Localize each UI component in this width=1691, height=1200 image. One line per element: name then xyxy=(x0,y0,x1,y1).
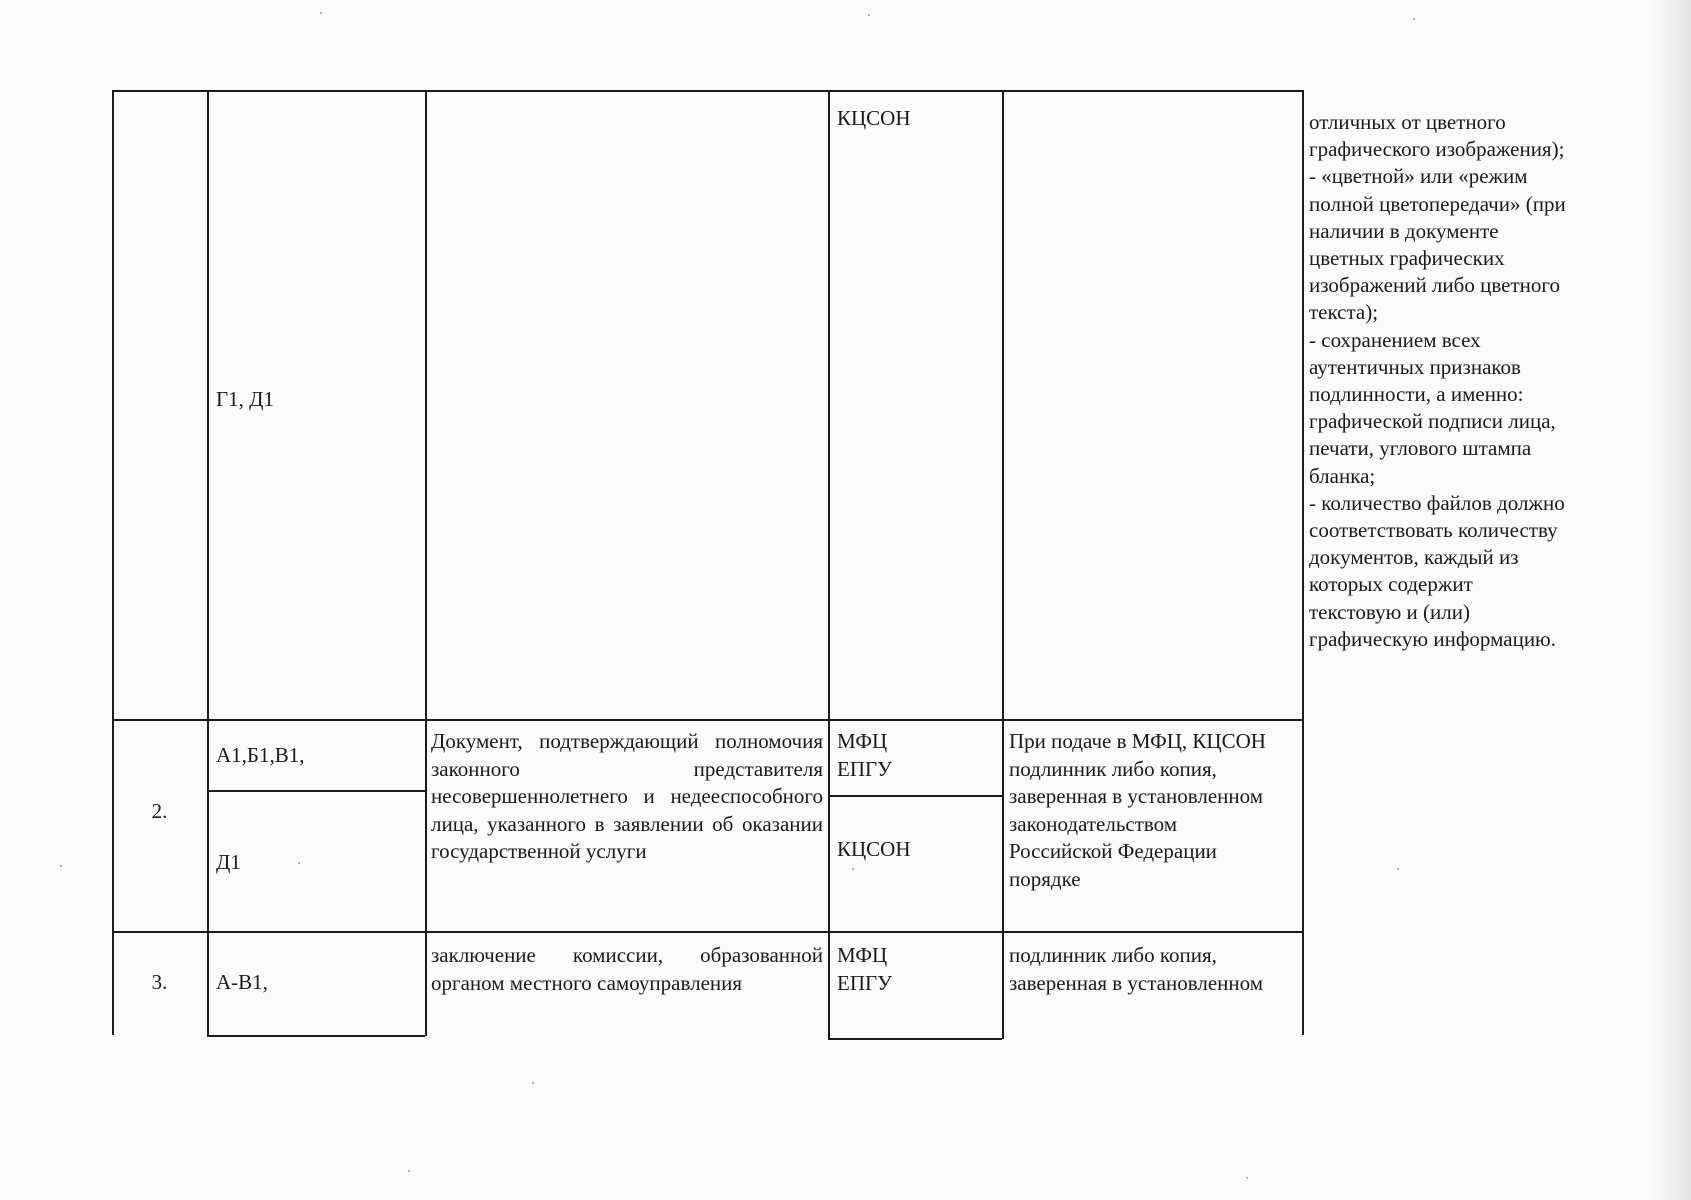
row-1-categories: Г1, Д1 xyxy=(216,387,274,411)
requirement-line: графического изображения); xyxy=(1309,137,1565,162)
electronic-submission-requirements xyxy=(1309,109,1609,653)
scan-speck xyxy=(60,865,62,867)
requirement-line: наличии в документе xyxy=(1309,218,1499,243)
table-right-border xyxy=(1302,90,1304,1035)
column-divider-place xyxy=(1002,90,1004,1039)
scan-speck xyxy=(1397,868,1399,870)
requirement-line: печати, углового штампа xyxy=(1309,436,1532,461)
scan-speck xyxy=(852,868,854,870)
requirement-line: полной цветопередачи» (при xyxy=(1309,191,1566,216)
row-3-submission-place: МФЦ ЕПГУ xyxy=(837,943,893,995)
row-2-categories-bottom: Д1 xyxy=(216,850,241,874)
requirement-line: графической подписи лица, xyxy=(1309,409,1556,434)
row-divider-1 xyxy=(112,719,1304,721)
requirement-line: текстовую и (или) xyxy=(1309,599,1470,624)
requirement-line: графическую информацию. xyxy=(1309,626,1556,651)
requirement-line: - сохранением всех xyxy=(1309,327,1481,352)
row-2-submission-requirements: При подаче в МФЦ, КЦСОН подлинник либо копия, заверенная в установленном законодательством Российской Федерации порядке xyxy=(1009,729,1266,891)
scan-speck xyxy=(1413,18,1415,20)
requirement-line: соответствовать количеству xyxy=(1309,518,1558,543)
requirement-line: аутентичных признаков xyxy=(1309,354,1521,379)
column-divider-number xyxy=(207,90,209,1036)
table-left-border xyxy=(112,90,114,1035)
requirement-line: цветных графических xyxy=(1309,246,1505,271)
row-3-document-name: заключение комиссии, образованной органом местного самоуправления xyxy=(431,943,823,995)
row-3-categories: А-В1, xyxy=(216,970,268,994)
subrow-divider-places xyxy=(828,795,1002,797)
scan-speck xyxy=(1246,1177,1248,1179)
row-2-categories-top: А1,Б1,В1, xyxy=(216,743,305,767)
row-2-submission-place-top: МФЦ ЕПГУ xyxy=(837,729,893,781)
requirement-line: - «цветной» или «режим xyxy=(1309,164,1528,189)
scan-speck xyxy=(320,12,322,14)
requirement-line: документов, каждый из xyxy=(1309,545,1519,570)
categories-cell-bottom-border xyxy=(207,1035,425,1037)
requirement-line: изображений либо цветного xyxy=(1309,273,1560,298)
scan-speck xyxy=(408,1170,410,1172)
row-divider-2 xyxy=(112,931,1304,933)
requirement-line: - количество файлов должно xyxy=(1309,490,1565,515)
requirement-line: подлинности, а именно: xyxy=(1309,382,1524,407)
requirement-line: текста); xyxy=(1309,300,1379,325)
column-divider-document xyxy=(828,90,830,1039)
row-2-submission-place-bottom: КЦСОН xyxy=(837,837,911,861)
row-3-number: 3. xyxy=(151,970,168,994)
scan-speck xyxy=(298,862,300,864)
requirement-line: отличных от цветного xyxy=(1309,110,1506,134)
row-1-submission-place: КЦСОН xyxy=(837,106,911,130)
row-3-submission-requirements: подлинник либо копия, заверенная в установленном xyxy=(1009,943,1264,995)
scan-speck xyxy=(532,1082,534,1084)
requirement-line: бланка; xyxy=(1309,463,1376,488)
subrow-divider-categories xyxy=(207,790,425,792)
row-2-number: 2. xyxy=(151,799,168,823)
scan-speck xyxy=(868,14,870,16)
places-cell-bottom-border xyxy=(828,1038,1002,1040)
table-top-border xyxy=(112,90,1304,92)
column-divider-categories xyxy=(425,90,427,1036)
scan-edge-shadow xyxy=(1651,0,1691,1200)
row-2-document-name: Документ, подтверждающий полномочия законного представителя несовершеннолетнего и недееспособного лица, указанного в заявлении об оказании государственной услуги xyxy=(431,729,823,863)
requirement-line: которых содержит xyxy=(1309,572,1473,597)
